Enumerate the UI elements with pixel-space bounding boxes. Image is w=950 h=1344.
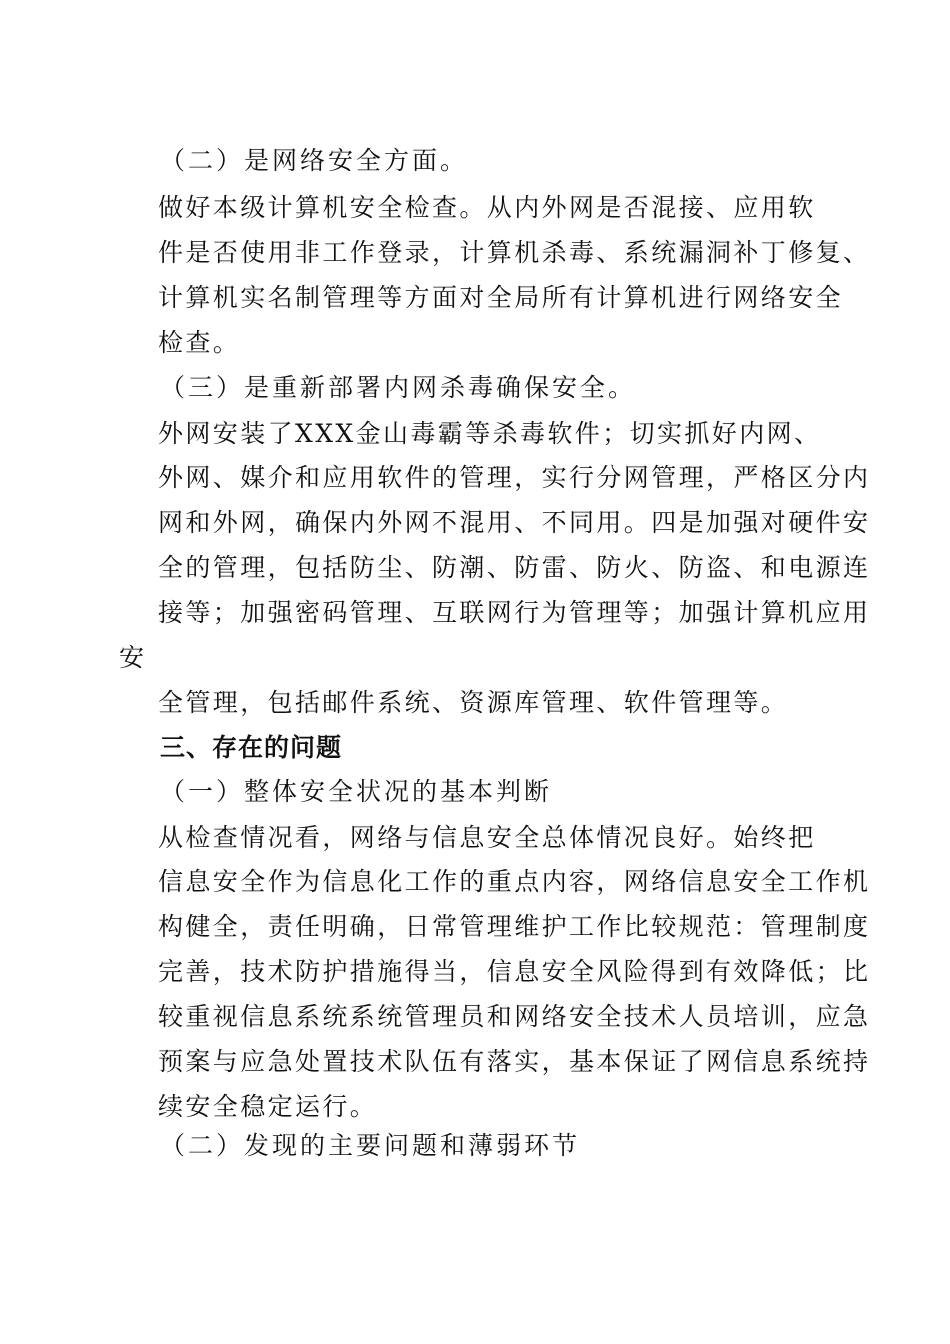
paragraph-line: 接等；加强密码管理、互联网行为管理等；加强计算机应用 — [158, 598, 871, 627]
paragraph-line: 完善，技术防护措施得当，信息安全风险得到有效降低；比 — [158, 957, 871, 986]
paragraph-line: 安 — [119, 643, 147, 672]
paragraph-line: 做好本级计算机安全检查。从内外网是否混接、应用软 — [158, 193, 816, 222]
paragraph-line: 从检查情况看，网络与信息安全总体情况良好。始终把 — [158, 823, 816, 852]
paragraph-line: 续安全稳定运行。 — [158, 1092, 378, 1121]
subheading-antivirus: （三）是重新部署内网杀毒确保安全。 — [160, 373, 637, 402]
paragraph-line: 网和外网，确保内外网不混用、不同用。四是加强对硬件安 — [158, 508, 871, 537]
paragraph-line: 较重视信息系统系统管理员和网络安全技术人员培训，应急 — [158, 1002, 871, 1031]
subheading-overall-judgment: （一）整体安全状况的基本判断 — [160, 777, 553, 806]
paragraph-line: 检查。 — [158, 328, 241, 357]
paragraph-line: 预案与应急处置技术队伍有落实，基本保证了网信息系统持 — [158, 1047, 871, 1076]
paragraph-line: 全的管理，包括防尘、防潮、防雷、防火、防盗、和电源连 — [158, 553, 871, 582]
subheading-main-problems: （二）发现的主要问题和薄弱环节 — [160, 1131, 581, 1160]
paragraph-line: 外网安装了XXX金山毒霸等杀毒软件；切实抓好内网、 — [158, 419, 822, 448]
paragraph-line: 信息安全作为信息化工作的重点内容，网络信息安全工作机 — [158, 867, 871, 896]
paragraph-line: 外网、媒介和应用软件的管理，实行分网管理，严格区分内 — [158, 463, 871, 492]
paragraph-line: 件是否使用非工作登录，计算机杀毒、系统漏洞补丁修复、 — [158, 238, 871, 267]
paragraph-line: 构健全，责任明确，日常管理维护工作比较规范：管理制度 — [158, 912, 871, 941]
section-heading-problems: 三、存在的问题 — [160, 733, 343, 762]
paragraph-line: 全管理，包括邮件系统、资源库管理、软件管理等。 — [158, 688, 789, 717]
paragraph-line: 计算机实名制管理等方面对全局所有计算机进行网络安全 — [158, 283, 844, 312]
subheading-network-security: （二）是网络安全方面。 — [160, 146, 469, 175]
